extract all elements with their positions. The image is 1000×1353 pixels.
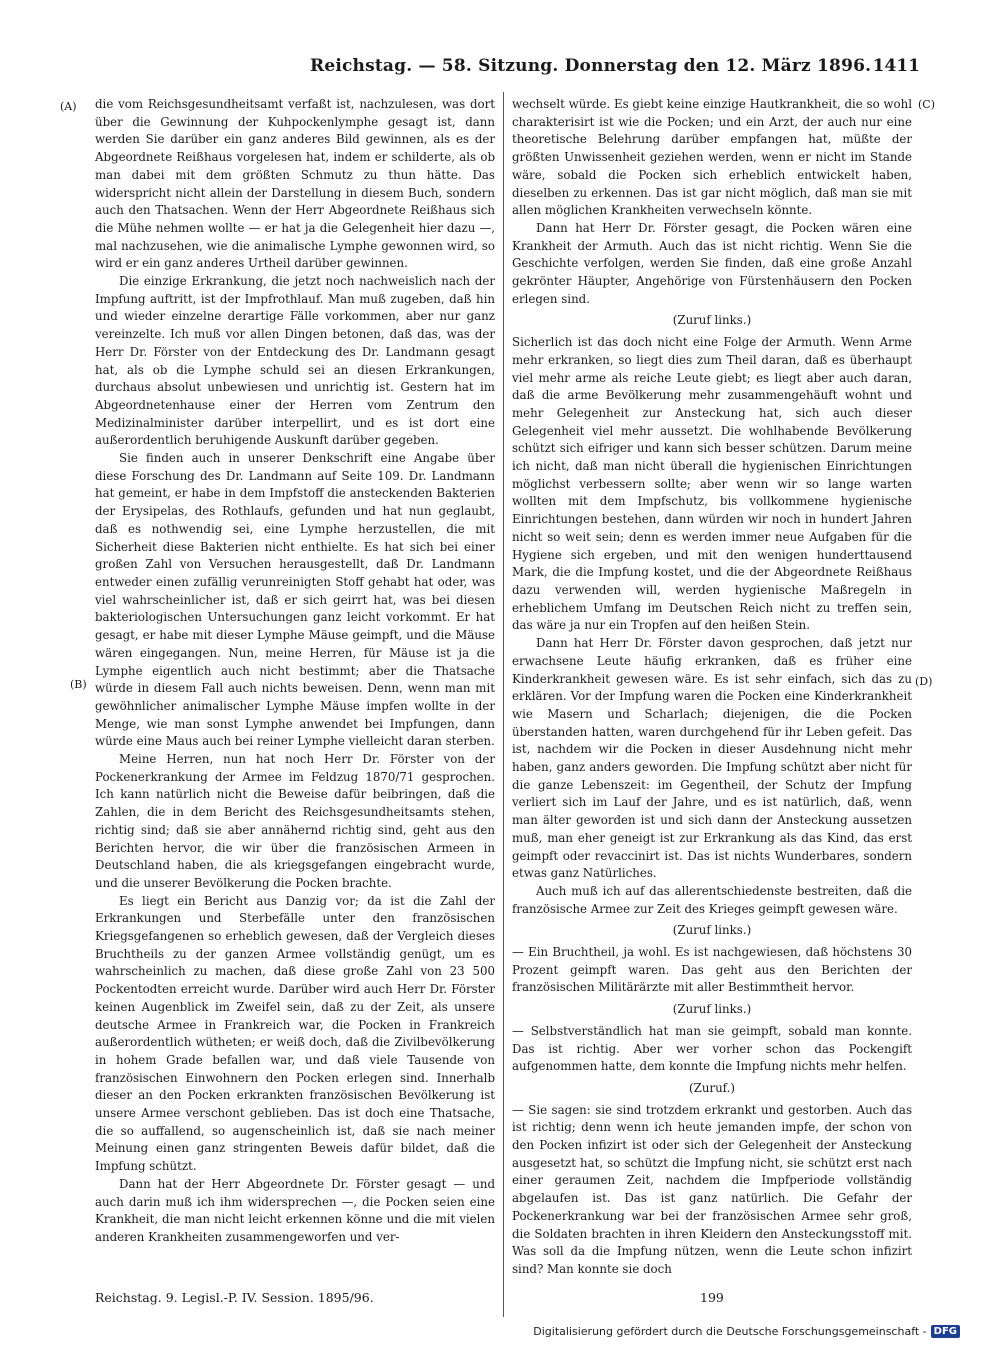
right-column-interjection: (Zuruf links.) (672, 313, 752, 328)
right-column-paragraph: — Ein Bruchtheil, ja wohl. Es ist nachgewiesen, daß höchstens 30 Prozent geimpft waren. Das geht aus den Berichten der französischen Militärärzte mit aller Bestimmtheit hervor. (512, 945, 912, 995)
right-column-interjection: (Zuruf links.) (672, 1002, 752, 1017)
right-column-paragraph: wechselt würde. Es giebt keine einzige Hautkrankheit, die so wohl charakterisirt ist wie die Pocken; und ein Arzt, der auch nur eine theoretische Belehrung darüber empfangen hat, müßte der größten Unwissenheit geziehen werden, wenn er nicht im Stande wäre, sobald die Pocken sich erheblich entwickelt haben, dieselben zu erkennen. Das ist gar nicht möglich, daß man sie mit allen möglichen Krankheiten verwechseln könnte. (512, 97, 912, 218)
right-column-paragraph: — Selbstverständlich hat man sie geimpft, sobald man konnte. Das ist richtig. Aber wer vorher schon das Pockengift aufgenommen hatte, dem konnte die Impfung nichts mehr helfen. (512, 1023, 912, 1074)
digitization-credit (533, 1325, 960, 1338)
right-column-paragraph: Dann hat Herr Dr. Förster gesagt, die Pocken wären eine Krankheit der Armuth. Auch das ist nicht richtig. Wenn Sie die Geschichte verfolgen, werden Sie finden, daß eine große Anzahl gekrönter Häupter, Angehörige von Fürstenhäusern den Pocken erlegen sind. (512, 220, 912, 306)
page-number: 1411 (872, 56, 920, 76)
left-column-paragraph: die vom Reichsgesundheitsamt verfaßt ist, nachzulesen, was dort über die Gewinnung der Kuhpockenlymphe gesagt ist, dann werden Sie darüber ein ganz anderes Bild gewinnen, als es der Abgeordnete Reißhaus vorgelesen hat, indem er schilderte, als ob man dabei mit dem größten Schmutz zu thun hätte. Das widerspricht nicht allein der Darstellung in diesem Buch, sondern auch den Thatsachen. Wenn der Herr Abgeordnete Reißhaus sich die Mühe nehmen wollte — er hat ja die Gelegenheit hier dazu —, mal nachzusehen, wie die animalische Lymphe gewonnen wird, so wird er ein ganz anderes Urtheil darüber gewinnen. (95, 97, 495, 271)
right-column-paragraph: Sicherlich ist das doch nicht eine Folge der Armuth. Wenn Arme mehr erkranken, so liegt dies zum Theil daran, daß es überhaupt viel mehr arme als reiche Leute giebt; es liegt aber auch daran, daß die arme Bevölkerung mehr zusammengehäuft wohnt und mehr Gelegenheit zur Ansteckung hat, sich auch dieser Gelegenheit viel mehr aussetzt. Die wohlhabende Bevölkerung schützt sich eifriger und kann sich besser schützen. Darum meine ich nicht, daß man nicht überall die hygienischen Einrichtungen möglichst verbessern sollte; aber wenn wir so lange warten wollten mit dem Impfschutz, bis vollkommene hygienische Einrichtungen bestehen, dann würden wir noch in hundert Jahren nicht so weit sein; denn es werden immer neue Aufgaben für die Hygiene sich ergeben, und mit den wenigen hunderttausend Mark, die die Impfung kostet, und die der Abgeordnete Reißhaus dazu verwenden will, werden hygienische Maßregeln in erheblichem Umfang im Deutschen Reich nicht zu treffen sein, das wäre ja nur ein Tropfen auf den heißen Stein. (512, 335, 912, 633)
column-divider (503, 92, 504, 1317)
credit-text: Digitalisierung gefördert durch die Deutsche Forschungsgemeinschaft - (533, 1325, 927, 1338)
right-column-interjection: (Zuruf links.) (672, 923, 752, 938)
margin-marker-d: (D) (915, 675, 933, 688)
right-column (512, 96, 912, 1279)
right-column-interjection: (Zuruf.) (689, 1080, 735, 1095)
running-title: Reichstag. — 58. Sitzung. Donnerstag den 12. März 1896. (310, 56, 872, 76)
margin-marker-b: (B) (70, 678, 87, 691)
left-column-paragraph: Meine Herren, nun hat noch Herr Dr. Förster von der Pockenerkrankung der Armee im Feldzug 1870/71 gesprochen. Ich kann natürlich nicht die Beweise dafür beibringen, daß die Zahlen, die in dem Bericht des Reichsgesundheitsamts stehen, richtig sind; daß sie aber annähernd richtig sind, geht aus den Berichten hervor, die wir über die französischen Armeen in Deutschland haben, die als kriegsgefangen eingebracht wurde, und die unserer Bevölkerung die Pocken brachte. (95, 752, 495, 890)
right-column-paragraph: — Sie sagen: sie sind trotzdem erkrankt und gestorben. Auch das ist richtig; denn wenn ich heute jemanden impfe, der schon von den Pocken infizirt ist oder sich der Gelegenheit der Ansteckung ausgesetzt hat, so schützt die Impfung nicht, sie schützt erst nach einer geraumen Zeit, nachdem die Impfperiode vollständig abgelaufen ist. Das ist ganz natürlich. Die Gefahr der Pockenerkrankung war bei der französischen Armee sehr groß, die Soldaten brachten in ihren Kleidern den Ansteckungsstoff mit. Was soll da die Impfung nützen, wenn die Leute schon infizirt sind? Man konnte sie doch (512, 1102, 912, 1276)
footer-session-info: Reichstag. 9. Legisl.-P. IV. Session. 1895/96. (95, 1290, 374, 1305)
left-column-paragraph: Die einzige Erkrankung, die jetzt noch nachweislich nach der Impfung auftritt, ist der Impfrothlauf. Man muß zugeben, daß hin und wieder einzelne derartige Fälle vorkommen, aber nur ganz vereinzelte. Ich muß vor allen Dingen betonen, daß das, was der Herr Dr. Förster von der Entdeckung des Dr. Landmann gesagt hat, als ob die Lymphe schuld sei an diesen Erkrankungen, durchaus absolut unbewiesen und unrichtig ist. Gestern hat im Abgeordnetenhause einer der Herren vom Zentrum den Medizinalminister darüber interpellirt, und es ist dort eine außerordentlich beruhigende Auskunft darüber gegeben. (95, 274, 495, 448)
right-column-paragraph: Dann hat Herr Dr. Förster davon gesprochen, daß jetzt nur erwachsene Leute häufig erkranken, daß es früher eine Kinderkrankheit gewesen wäre. Es ist sehr einfach, sich das zu erklären. Vor der Impfung waren die Pocken eine Kinderkrankheit wie Masern und Scharlach; diejenigen, die die Pocken überstanden hatten, waren durchgehend für ihr Leben gefeit. Das ist, nachdem wir die Pocken in dieser Ausdehnung nicht mehr haben, ganz anders geworden. Die Impfung schützt aber nicht für die ganze Lebenszeit: im Gegentheil, der Schutz der Impfung verliert sich im Lauf der Jahre, und es ist natürlich, daß, wenn man älter geworden ist und sich dann der Ansteckung aussetzen muß, man eher geneigt ist zur Erkrankung als das Kind, das erst geimpft oder revaccinirt ist. Das ist nichts Wunderbares, sondern etwas ganz Natürliches. (512, 636, 912, 881)
margin-marker-c: (C) (918, 98, 935, 111)
page-header (280, 56, 920, 80)
right-column-paragraph: Auch muß ich auf das allerentschiedenste bestreiten, daß die französische Armee zur Zeit des Krieges geimpft gewesen wäre. (512, 883, 912, 916)
left-column-paragraph: Es liegt ein Bericht aus Danzig vor; da ist die Zahl der Erkrankungen und Sterbefälle unter den französischen Kriegsgefangenen so erheblich gewesen, daß der Vergleich dieses Bruchtheils zu der ganzen Armee vollständig genügt, um es wahrscheinlich zu machen, daß diese große Zahl von 23 500 Pockentodten erreicht wurde. Darüber wird auch Herr Dr. Förster keinen Augenblick im Zweifel sein, daß zu der Zeit, als unsere deutsche Armee in Frankreich war, die Pocken in Frankreich außerordentlich wütheten; er weiß doch, daß die Zivilbevölkerung in hohem Grade befallen war, und daß viele Tausende von französischen Einwohnern den Pocken erlegen sind. Innerhalb dieser an den Pocken erkrankten französischen Bevölkerung ist unsere Armee verschont geblieben. Das ist doch eine Thatsache, die so auffallend, so augenscheinlich ist, daß sie nach meiner Meinung einen ganz stringenten Beweis dafür bildet, daß die Impfung schützt. (95, 893, 495, 1174)
margin-marker-a: (A) (60, 100, 77, 113)
dfg-logo: DFG (931, 1325, 960, 1338)
left-column (95, 96, 495, 1247)
footer-sheet-number: 199 (700, 1290, 724, 1305)
left-column-paragraph: Dann hat der Herr Abgeordnete Dr. Förster gesagt — und auch darin muß ich ihm widersprechen —, die Pocken seien eine Krankheit, die man nicht leicht erkennen könne und die mit vielen anderen Krankheiten zusammengeworfen und ver- (95, 1176, 495, 1244)
left-column-paragraph: Sie finden auch in unserer Denkschrift eine Angabe über diese Forschung des Dr. Landmann auf Seite 109. Dr. Landmann hat gemeint, er habe in dem Impfstoff die ansteckenden Bakterien der Erysipelas, des Rothlaufs, gefunden und hat nun geglaubt, daß es nothwendig sei, eine Lymphe herzustellen, die mit Sicherheit diese Bakterien nicht enthielte. Es hat sich bei einer großen Zahl von Versuchen herausgestellt, daß Dr. Landmann entweder einen zufällig verunreinigten Stoff gehabt hat oder, was viel wahrscheinlicher ist, daß er sich geirrt hat, was bei diesen bakteriologischen Untersuchungen ganz leicht vorkommt. Er hat gesagt, er habe mit dieser Lymphe Mäuse geimpft, und die Mäuse wären eingegangen. Nun, meine Herren, für Mäuse ist ja die Lymphe eigentlich auch nicht bestimmt; aber die Thatsache würde in diesem Fall auch nichts beweisen. Denn, wenn man mit gewöhnlicher animalischer Lymphe Mäuse impfen wollte in der Menge, wie man sonst Lymphe anwendet bei Impfungen, dann würde eine Maus auch bei reiner Lymphe vielleicht daran sterben. (95, 451, 495, 749)
